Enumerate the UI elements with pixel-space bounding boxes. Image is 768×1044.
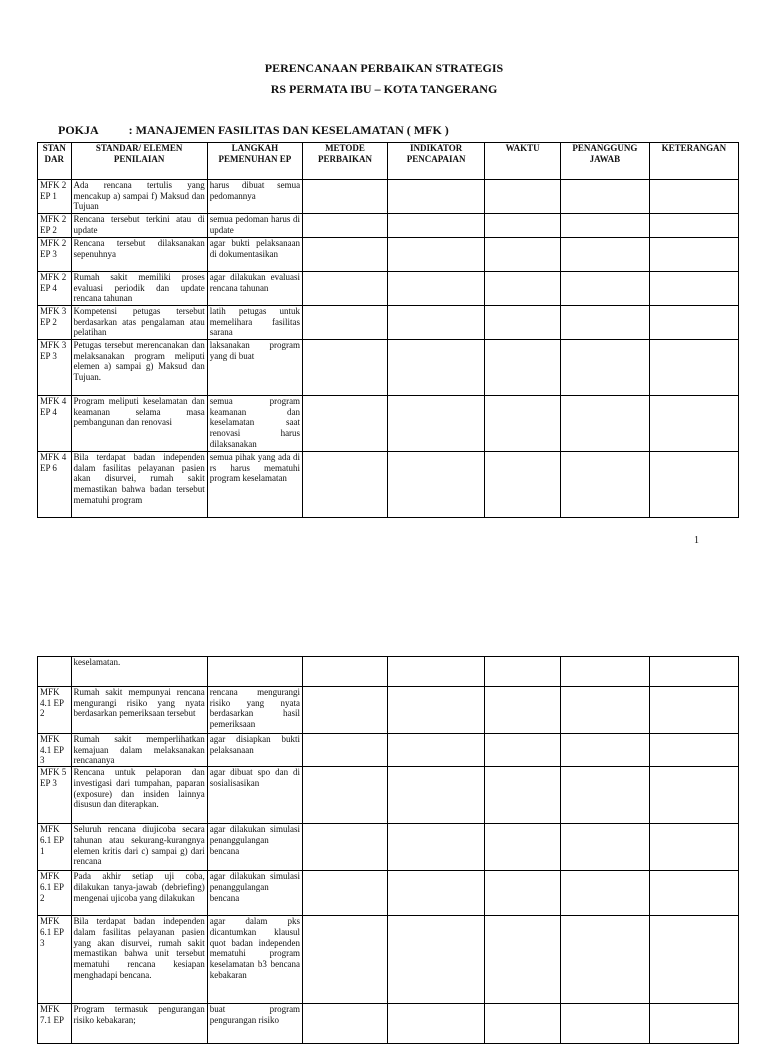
langkah-cell bbox=[207, 657, 302, 687]
table-row bbox=[38, 871, 739, 916]
table-row bbox=[38, 916, 739, 1004]
penanggung-jawab-cell bbox=[560, 824, 649, 871]
keterangan-cell bbox=[649, 238, 738, 272]
penanggung-jawab-cell bbox=[560, 340, 649, 396]
penanggung-jawab-cell bbox=[560, 687, 649, 734]
standar-cell: MFK 3 EP 3 bbox=[38, 340, 72, 396]
standar-cell: MFK 7.1 EP bbox=[38, 1004, 72, 1044]
langkah-cell: semua program keamanan dan keselamatan saat renovasi harus dilaksanakan bbox=[207, 396, 302, 452]
langkah-cell: agar disiapkan bukti pelaksanaan bbox=[207, 734, 302, 767]
elemen-cell: Bila terdapat badan independen dalam fasilitas pelayanan pasien akan disurvei, rumah sakit memastikan bahwa badan tersebut mematuhi program bbox=[71, 452, 207, 518]
elemen-cell: keselamatan. bbox=[71, 657, 207, 687]
langkah-cell: semua pedoman harus di update bbox=[207, 214, 302, 238]
indikator-cell bbox=[387, 734, 484, 767]
col-header-indikator: INDIKATOR PENCAPAIAN bbox=[387, 143, 484, 180]
waktu-cell bbox=[485, 340, 560, 396]
keterangan-cell bbox=[649, 824, 738, 871]
standar-cell: MFK 2 EP 3 bbox=[38, 238, 72, 272]
penanggung-jawab-cell bbox=[560, 657, 649, 687]
col-header-waktu: WAKTU bbox=[485, 143, 560, 180]
keterangan-cell bbox=[649, 452, 738, 518]
metode-cell bbox=[303, 452, 388, 518]
waktu-cell bbox=[485, 657, 560, 687]
metode-cell bbox=[303, 871, 388, 916]
standar-cell: MFK 6.1 EP 1 bbox=[38, 824, 72, 871]
penanggung-jawab-cell bbox=[560, 214, 649, 238]
keterangan-cell bbox=[649, 767, 738, 824]
penanggung-jawab-cell bbox=[560, 396, 649, 452]
document-subtitle: RS PERMATA IBU – KOTA TANGERANG bbox=[270, 82, 498, 96]
keterangan-cell bbox=[649, 687, 738, 734]
standar-cell: MFK 6.1 EP 2 bbox=[38, 871, 72, 916]
standar-cell: MFK 3 EP 2 bbox=[38, 306, 72, 340]
keterangan-cell bbox=[649, 340, 738, 396]
keterangan-cell bbox=[649, 871, 738, 916]
table-body bbox=[38, 657, 739, 1044]
table-row bbox=[38, 272, 739, 306]
standar-cell: MFK 2 EP 2 bbox=[38, 214, 72, 238]
standar-cell bbox=[38, 657, 72, 687]
plan-table-page-2 bbox=[37, 656, 739, 1044]
plan-table-page-1 bbox=[37, 142, 739, 518]
metode-cell bbox=[303, 824, 388, 871]
metode-cell bbox=[303, 767, 388, 824]
indikator-cell bbox=[387, 824, 484, 871]
keterangan-cell bbox=[649, 916, 738, 1004]
table-row bbox=[38, 396, 739, 452]
table-row bbox=[38, 824, 739, 871]
metode-cell bbox=[303, 306, 388, 340]
waktu-cell bbox=[485, 214, 560, 238]
indikator-cell bbox=[387, 396, 484, 452]
col-header-elemen: STANDAR/ ELEMEN PENILAIAN bbox=[71, 143, 207, 180]
table-header-row bbox=[38, 143, 739, 180]
keterangan-cell bbox=[649, 272, 738, 306]
standar-cell: MFK 2 EP 1 bbox=[38, 180, 72, 214]
pokja-line bbox=[58, 123, 449, 138]
indikator-cell bbox=[387, 657, 484, 687]
elemen-cell: Ada rencana tertulis yang mencakup a) sampai f) Maksud dan Tujuan bbox=[71, 180, 207, 214]
col-header-standar: STAN DAR bbox=[38, 143, 72, 180]
standar-cell: MFK 6.1 EP 3 bbox=[38, 916, 72, 1004]
keterangan-cell bbox=[649, 657, 738, 687]
indikator-cell bbox=[387, 452, 484, 518]
metode-cell bbox=[303, 214, 388, 238]
col-header-metode: METODE PERBAIKAN bbox=[303, 143, 388, 180]
waktu-cell bbox=[485, 272, 560, 306]
elemen-cell: Bila terdapat badan independen dalam fasilitas pelayanan pasien yang akan disurvei, rumah sakit memastikan bahwa unit tersebut mematuhi rencana kesiapan menghadapi bencana. bbox=[71, 916, 207, 1004]
metode-cell bbox=[303, 238, 388, 272]
penanggung-jawab-cell bbox=[560, 734, 649, 767]
elemen-cell: Petugas tersebut merencanakan dan melaksanakan program meliputi elemen a) sampai g) Maksud dan Tujuan. bbox=[71, 340, 207, 396]
table-row bbox=[38, 238, 739, 272]
table-row bbox=[38, 767, 739, 824]
metode-cell bbox=[303, 734, 388, 767]
penanggung-jawab-cell bbox=[560, 306, 649, 340]
indikator-cell bbox=[387, 238, 484, 272]
indikator-cell bbox=[387, 306, 484, 340]
metode-cell bbox=[303, 657, 388, 687]
standar-cell: MFK 5 EP 3 bbox=[38, 767, 72, 824]
penanggung-jawab-cell bbox=[560, 452, 649, 518]
pokja-value: : MANAJEMEN FASILITAS DAN KESELAMATAN ( MFK ) bbox=[128, 123, 449, 137]
langkah-cell: semua pihak yang ada di rs harus mematuhi program keselamatan bbox=[207, 452, 302, 518]
indikator-cell bbox=[387, 272, 484, 306]
penanggung-jawab-cell bbox=[560, 916, 649, 1004]
waktu-cell bbox=[485, 871, 560, 916]
waktu-cell bbox=[485, 306, 560, 340]
waktu-cell bbox=[485, 238, 560, 272]
table-row bbox=[38, 306, 739, 340]
elemen-cell: Pada akhir setiap uji coba, dilakukan tanya-jawab (debriefing) mengenai ujicoba yang dilakukan bbox=[71, 871, 207, 916]
penanggung-jawab-cell bbox=[560, 272, 649, 306]
table-row bbox=[38, 340, 739, 396]
page-number: 1 bbox=[694, 535, 699, 546]
langkah-cell: agar dilakukan evaluasi rencana tahunan bbox=[207, 272, 302, 306]
waktu-cell bbox=[485, 180, 560, 214]
waktu-cell bbox=[485, 452, 560, 518]
indikator-cell bbox=[387, 180, 484, 214]
metode-cell bbox=[303, 687, 388, 734]
metode-cell bbox=[303, 180, 388, 214]
indikator-cell bbox=[387, 916, 484, 1004]
indikator-cell bbox=[387, 871, 484, 916]
langkah-cell: agar dalam pks dicantumkan klausul quot badan independen mematuhi program keselamatan b3 bencana kebakaran bbox=[207, 916, 302, 1004]
waktu-cell bbox=[485, 916, 560, 1004]
elemen-cell: Rencana tersebut terkini atau di update bbox=[71, 214, 207, 238]
indikator-cell bbox=[387, 687, 484, 734]
keterangan-cell bbox=[649, 734, 738, 767]
langkah-cell: harus dibuat semua pedomannya bbox=[207, 180, 302, 214]
langkah-cell: agar dilakukan simulasi penanggulangan bencana bbox=[207, 824, 302, 871]
keterangan-cell bbox=[649, 306, 738, 340]
table-row bbox=[38, 657, 739, 687]
metode-cell bbox=[303, 916, 388, 1004]
elemen-cell: Rencana untuk pelaporan dan investigasi dari tumpahan, paparan (exposure) dan insiden lainnya disusun dan diterapkan. bbox=[71, 767, 207, 824]
pokja-label: POKJA bbox=[58, 123, 99, 137]
table-row bbox=[38, 687, 739, 734]
elemen-cell: Program meliputi keselamatan dan keamanan selama masa pembangunan dan renovasi bbox=[71, 396, 207, 452]
table-row bbox=[38, 452, 739, 518]
penanggung-jawab-cell bbox=[560, 871, 649, 916]
col-header-penanggung-jawab: PENANGGUNG JAWAB bbox=[560, 143, 649, 180]
keterangan-cell bbox=[649, 214, 738, 238]
table-body bbox=[38, 180, 739, 518]
langkah-cell: agar dibuat spo dan di sosialisasikan bbox=[207, 767, 302, 824]
penanggung-jawab-cell bbox=[560, 238, 649, 272]
langkah-cell: rencana mengurangi risiko yang nyata berdasarkan hasil pemeriksaan bbox=[207, 687, 302, 734]
metode-cell bbox=[303, 396, 388, 452]
col-header-langkah: LANGKAH PEMENUHAN EP bbox=[207, 143, 302, 180]
document-title: PERENCANAAN PERBAIKAN STRATEGIS bbox=[264, 61, 504, 75]
penanggung-jawab-cell bbox=[560, 180, 649, 214]
waktu-cell bbox=[485, 687, 560, 734]
standar-cell: MFK 4 EP 4 bbox=[38, 396, 72, 452]
waktu-cell bbox=[485, 767, 560, 824]
table-row bbox=[38, 734, 739, 767]
langkah-cell: agar bukti pelaksanaan di dokumentasikan bbox=[207, 238, 302, 272]
indikator-cell bbox=[387, 214, 484, 238]
elemen-cell: Seluruh rencana diujicoba secara tahunan atau sekurang-kurangnya elemen kritis dari c) sampai g) dari rencana bbox=[71, 824, 207, 871]
standar-cell: MFK 4.1 EP 2 bbox=[38, 687, 72, 734]
table-row bbox=[38, 180, 739, 214]
elemen-cell: Kompetensi petugas tersebut berdasarkan atas pengalaman atau pelatihan bbox=[71, 306, 207, 340]
standar-cell: MFK 4.1 EP 3 bbox=[38, 734, 72, 767]
table-row bbox=[38, 214, 739, 238]
keterangan-cell bbox=[649, 396, 738, 452]
elemen-cell: Rencana tersebut dilaksanakan sepenuhnya bbox=[71, 238, 207, 272]
elemen-cell: Rumah sakit memiliki proses evaluasi periodik dan update rencana tahunan bbox=[71, 272, 207, 306]
penanggung-jawab-cell bbox=[560, 767, 649, 824]
langkah-cell: latih petugas untuk memelihara fasilitas sarana bbox=[207, 306, 302, 340]
keterangan-cell bbox=[649, 180, 738, 214]
elemen-cell: Rumah sakit mempunyai rencana mengurangi risiko yang nyata berdasarkan pemeriksaan tersebut bbox=[71, 687, 207, 734]
langkah-cell: agar dilakukan simulasi penanggulangan bencana bbox=[207, 871, 302, 916]
standar-cell: MFK 2 EP 4 bbox=[38, 272, 72, 306]
elemen-cell: Program termasuk pengurangan risiko kebakaran; bbox=[71, 1004, 207, 1044]
standar-cell: MFK 4 EP 6 bbox=[38, 452, 72, 518]
col-header-keterangan: KETERANGAN bbox=[649, 143, 738, 180]
metode-cell bbox=[303, 272, 388, 306]
waktu-cell bbox=[485, 734, 560, 767]
indikator-cell bbox=[387, 340, 484, 396]
waktu-cell bbox=[485, 396, 560, 452]
langkah-cell: buat program pengurangan risiko bbox=[207, 1004, 302, 1044]
metode-cell bbox=[303, 340, 388, 396]
elemen-cell: Rumah sakit memperlihatkan kemajuan dalam melaksanakan rencananya bbox=[71, 734, 207, 767]
waktu-cell bbox=[485, 824, 560, 871]
langkah-cell: laksanakan program yang di buat bbox=[207, 340, 302, 396]
indikator-cell bbox=[387, 767, 484, 824]
